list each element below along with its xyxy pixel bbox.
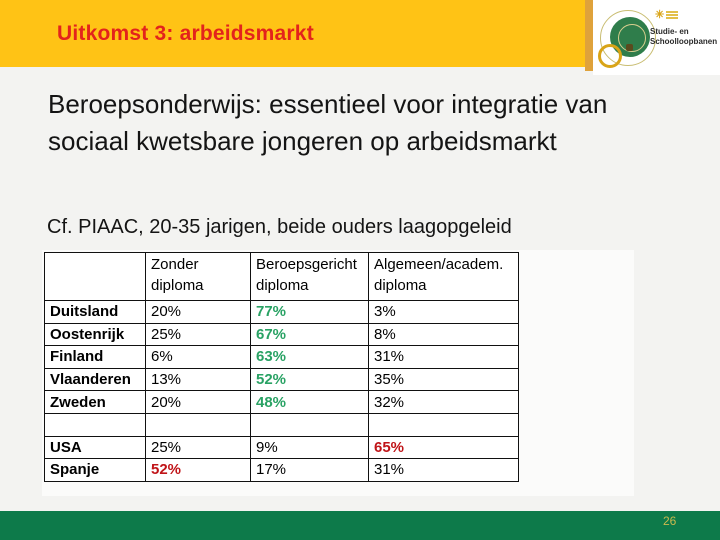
page-number: 26: [663, 514, 677, 528]
header-cell-zonder: Zonder diploma: [146, 253, 251, 301]
header-cell-beroepsgericht: Beroepsgericht diploma: [251, 253, 369, 301]
piaac-table: [44, 252, 519, 482]
row-label-cell: Zweden: [45, 391, 146, 414]
value-cell: 9%: [251, 436, 369, 459]
sparkle-icon: ✳: [655, 8, 678, 21]
value-cell: 3%: [369, 301, 519, 324]
subtitle: [48, 86, 607, 160]
value-cell: 32%: [369, 391, 519, 414]
header-cell-algemeen: Algemeen/academ. diploma: [369, 253, 519, 301]
header-cell-blank: [45, 253, 146, 301]
row-label-cell: Spanje: [45, 459, 146, 482]
value-cell: 13%: [146, 368, 251, 391]
value-cell: 6%: [146, 346, 251, 369]
table-row: [45, 368, 519, 391]
source-note: Cf. PIAAC, 20-35 jarigen, beide ouders laagopgeleid: [47, 216, 512, 238]
value-cell: 31%: [369, 346, 519, 369]
logo-text-line2: Schoolloopbanen: [650, 37, 718, 46]
row-label-cell: Oostenrijk: [45, 323, 146, 346]
value-cell: 63%: [251, 346, 369, 369]
table-row: [45, 346, 519, 369]
logo-text-line1: Studie- en: [650, 27, 689, 36]
table-row: [45, 301, 519, 324]
row-label-cell: Duitsland: [45, 301, 146, 324]
table-row: [45, 391, 519, 414]
logo-gold-ring: [598, 44, 622, 68]
logo: [593, 0, 720, 75]
value-cell: 52%: [251, 368, 369, 391]
subtitle-line-1: Beroepsonderwijs: essentieel voor integratie van: [48, 89, 608, 119]
value-cell: 25%: [146, 436, 251, 459]
header-band: [0, 0, 585, 67]
row-label-cell: Finland: [45, 346, 146, 369]
value-cell: 31%: [369, 459, 519, 482]
row-label-cell: Vlaanderen: [45, 368, 146, 391]
value-cell: 67%: [251, 323, 369, 346]
value-cell: 52%: [146, 459, 251, 482]
value-cell: [146, 413, 251, 436]
subtitle-line-2: sociaal kwetsbare jongeren op arbeidsmarkt: [48, 126, 557, 156]
sparkle-bars-icon: [666, 10, 678, 21]
table-row: [45, 436, 519, 459]
row-label-cell: USA: [45, 436, 146, 459]
value-cell: [369, 413, 519, 436]
slide-title: Uitkomst 3: arbeidsmarkt: [57, 21, 314, 45]
table-row-spacer: [45, 413, 519, 436]
table-header-row: [45, 253, 519, 301]
value-cell: 20%: [146, 301, 251, 324]
value-cell: 25%: [146, 323, 251, 346]
value-cell: 35%: [369, 368, 519, 391]
table-row: [45, 459, 519, 482]
value-cell: 65%: [369, 436, 519, 459]
value-cell: 48%: [251, 391, 369, 414]
value-cell: 20%: [146, 391, 251, 414]
table-row: [45, 323, 519, 346]
value-cell: 77%: [251, 301, 369, 324]
value-cell: 8%: [369, 323, 519, 346]
value-cell: [251, 413, 369, 436]
value-cell: 17%: [251, 459, 369, 482]
row-label-cell: [45, 413, 146, 436]
footer-band: [0, 511, 720, 540]
header-gold-stripe: [585, 0, 593, 71]
logo-center-dot: [626, 44, 633, 51]
logo-text: [650, 27, 717, 47]
